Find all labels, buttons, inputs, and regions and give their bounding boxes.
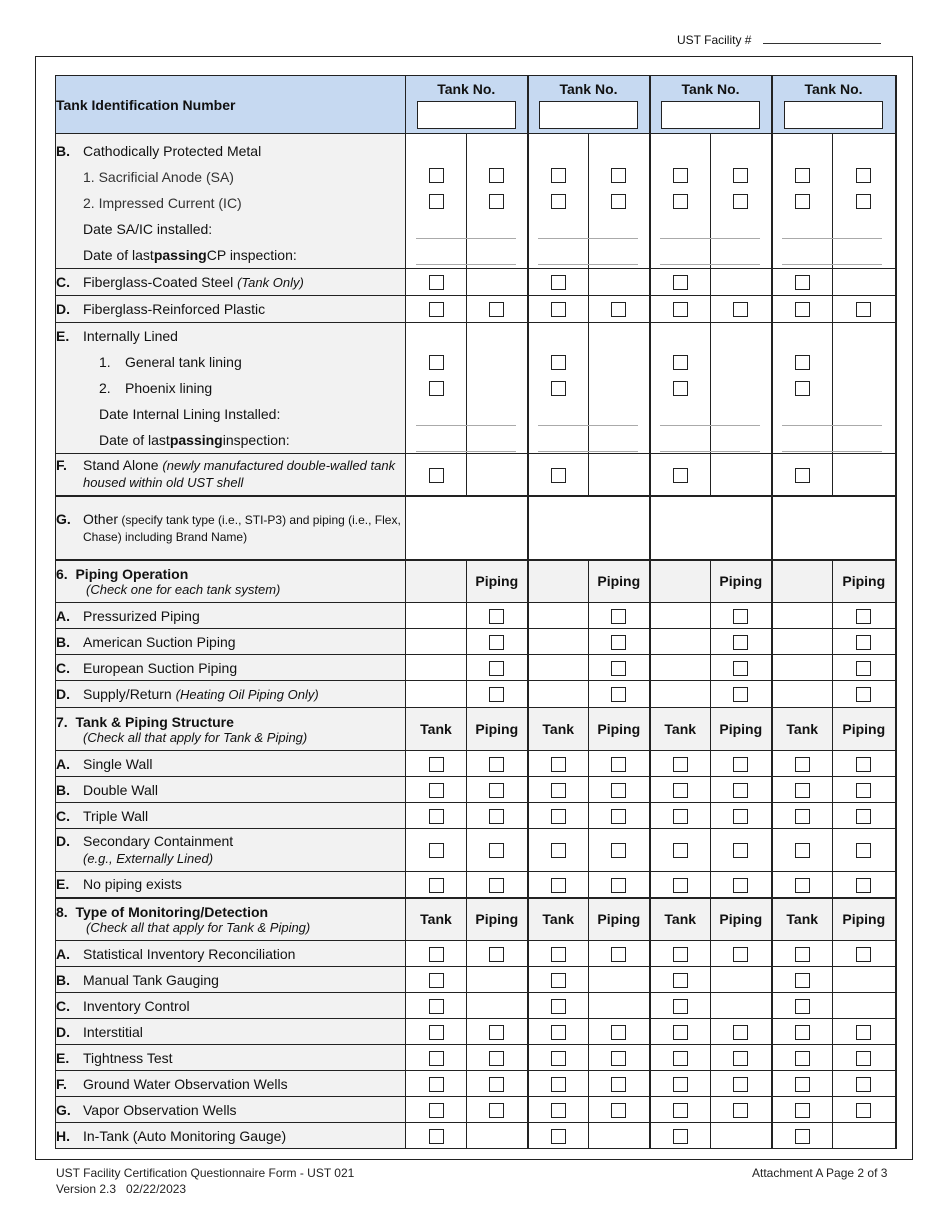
date-input-line[interactable] bbox=[782, 425, 882, 426]
ic-checkbox[interactable] bbox=[733, 194, 748, 209]
tank-column-header: Tank bbox=[406, 898, 467, 941]
piping-checkbox[interactable] bbox=[856, 878, 871, 893]
piping-checkbox[interactable] bbox=[489, 661, 504, 676]
tank-checkbox[interactable] bbox=[429, 302, 444, 317]
tank-checkbox[interactable] bbox=[673, 1025, 688, 1040]
date-input-line[interactable] bbox=[538, 451, 638, 452]
piping-checkbox[interactable] bbox=[856, 947, 871, 962]
piping-checkbox[interactable] bbox=[611, 757, 626, 772]
phoenix-lining-checkbox[interactable] bbox=[673, 381, 688, 396]
section-f-label: F. Stand Alone (newly manufactured double-walled tank housed within old UST shell bbox=[56, 454, 406, 496]
tank-checkbox[interactable] bbox=[551, 809, 566, 824]
piping-checkbox[interactable] bbox=[733, 947, 748, 962]
piping-column-header: Piping bbox=[589, 898, 650, 941]
piping-checkbox[interactable] bbox=[489, 687, 504, 702]
tank-checkbox[interactable] bbox=[551, 947, 566, 962]
piping-column-header: Piping bbox=[467, 708, 528, 751]
tank-checkbox[interactable] bbox=[429, 843, 444, 858]
section-e-title: Internally Lined bbox=[83, 328, 178, 344]
facility-number-field bbox=[677, 33, 881, 47]
piping-operation-header bbox=[56, 560, 896, 603]
piping-checkbox[interactable] bbox=[489, 843, 504, 858]
structure-label: 7. Tank & Piping Structure (Check all that apply for Tank & Piping) bbox=[56, 708, 406, 751]
sa-checkbox[interactable] bbox=[733, 168, 748, 183]
tank-checkbox[interactable] bbox=[429, 1129, 444, 1144]
tank-checkbox[interactable] bbox=[551, 843, 566, 858]
phoenix-lining-checkbox[interactable] bbox=[795, 381, 810, 396]
section-f-row bbox=[56, 454, 896, 496]
piping-checkbox[interactable] bbox=[611, 947, 626, 962]
tank-checkbox[interactable] bbox=[795, 468, 810, 483]
date-input-line[interactable] bbox=[782, 451, 882, 452]
section-g-label: G. Other (specify tank type (i.e., STI-P3) and piping (i.e., Flex, Chase) including Brand Name) bbox=[56, 496, 406, 560]
tank-checkbox[interactable] bbox=[795, 1051, 810, 1066]
tank-checkbox[interactable] bbox=[429, 809, 444, 824]
tank-no-label: Tank No. bbox=[681, 80, 740, 97]
tank-checkbox[interactable] bbox=[429, 783, 444, 798]
tank-checkbox[interactable] bbox=[795, 999, 810, 1014]
piping-checkbox[interactable] bbox=[611, 878, 626, 893]
groundwater-wells-row: F. Ground Water Observation Wells bbox=[56, 1071, 896, 1097]
manual-gauging-row: B. Manual Tank Gauging bbox=[56, 967, 896, 993]
piping-checkbox[interactable] bbox=[733, 809, 748, 824]
form-version: Version 2.3 02/22/2023 bbox=[56, 1182, 187, 1196]
other-input[interactable] bbox=[650, 496, 772, 560]
date-input-line[interactable] bbox=[538, 238, 638, 239]
cell bbox=[528, 134, 589, 269]
vapor-wells-row: G. Vapor Observation Wells bbox=[56, 1097, 896, 1123]
tank-no-header bbox=[650, 76, 772, 134]
ic-checkbox[interactable] bbox=[795, 194, 810, 209]
tank-form-table bbox=[55, 75, 897, 1149]
piping-checkbox[interactable] bbox=[611, 661, 626, 676]
page-number: Attachment A Page 2 of 3 bbox=[752, 1166, 888, 1180]
section-d-label: D. Fiberglass-Reinforced Plastic bbox=[56, 296, 406, 323]
piping-checkbox[interactable] bbox=[611, 302, 626, 317]
tank-checkbox[interactable] bbox=[795, 275, 810, 290]
date-input-line[interactable] bbox=[416, 451, 516, 452]
piping-column-header: Piping bbox=[589, 708, 650, 751]
tank-checkbox[interactable] bbox=[551, 1103, 566, 1118]
tank-checkbox[interactable] bbox=[673, 999, 688, 1014]
piping-operation-label: 6. Piping Operation (Check one for each tank system) bbox=[56, 560, 406, 603]
tank-checkbox[interactable] bbox=[795, 947, 810, 962]
piping-checkbox[interactable] bbox=[489, 878, 504, 893]
impressed-current-label: 2. Impressed Current (IC) bbox=[83, 195, 242, 211]
piping-checkbox[interactable] bbox=[489, 609, 504, 624]
piping-checkbox[interactable] bbox=[733, 302, 748, 317]
section-b-letter: B. bbox=[56, 143, 70, 159]
piping-column-header: Piping bbox=[589, 560, 650, 603]
piping-column-header: Piping bbox=[467, 898, 528, 941]
tank-checkbox[interactable] bbox=[673, 878, 688, 893]
tank-checkbox[interactable] bbox=[673, 783, 688, 798]
tank-checkbox[interactable] bbox=[795, 757, 810, 772]
sa-checkbox[interactable] bbox=[673, 168, 688, 183]
tank-checkbox[interactable] bbox=[551, 1129, 566, 1144]
piping-checkbox[interactable] bbox=[733, 1077, 748, 1092]
supply-return-row: D. Supply/Return (Heating Oil Piping Only) bbox=[56, 681, 896, 708]
piping-checkbox[interactable] bbox=[733, 1103, 748, 1118]
piping-checkbox[interactable] bbox=[611, 1103, 626, 1118]
tank-checkbox[interactable] bbox=[795, 1129, 810, 1144]
phoenix-lining-checkbox[interactable] bbox=[551, 381, 566, 396]
sa-checkbox[interactable] bbox=[489, 168, 504, 183]
tank-no-header bbox=[406, 76, 528, 134]
piping-checkbox[interactable] bbox=[733, 757, 748, 772]
inventory-control-row: C. Inventory Control bbox=[56, 993, 896, 1019]
sa-checkbox[interactable] bbox=[429, 168, 444, 183]
date-input-line[interactable] bbox=[416, 264, 516, 265]
tank-checkbox[interactable] bbox=[673, 1051, 688, 1066]
single-wall-row: A. Single Wall bbox=[56, 751, 896, 777]
general-lining-checkbox[interactable] bbox=[795, 355, 810, 370]
in-tank-gauge-row: H. In-Tank (Auto Monitoring Gauge) bbox=[56, 1123, 896, 1149]
tank-checkbox[interactable] bbox=[673, 809, 688, 824]
tank-column-header: Tank bbox=[528, 708, 589, 751]
tank-column-header: Tank bbox=[528, 898, 589, 941]
date-input-line[interactable] bbox=[660, 425, 760, 426]
piping-checkbox[interactable] bbox=[733, 783, 748, 798]
ic-checkbox[interactable] bbox=[856, 194, 871, 209]
tank-checkbox[interactable] bbox=[795, 783, 810, 798]
tank-no-label: Tank No. bbox=[437, 80, 496, 97]
sa-checkbox[interactable] bbox=[551, 168, 566, 183]
tank-column-header: Tank bbox=[650, 898, 711, 941]
section-d-row bbox=[56, 296, 896, 323]
tank-checkbox[interactable] bbox=[673, 843, 688, 858]
tank-checkbox[interactable] bbox=[673, 757, 688, 772]
tank-checkbox[interactable] bbox=[429, 757, 444, 772]
piping-checkbox[interactable] bbox=[856, 1051, 871, 1066]
piping-checkbox[interactable] bbox=[611, 1051, 626, 1066]
tank-no-input[interactable] bbox=[539, 101, 638, 129]
piping-checkbox[interactable] bbox=[856, 635, 871, 650]
date-input-line[interactable] bbox=[782, 264, 882, 265]
tank-checkbox[interactable] bbox=[551, 878, 566, 893]
piping-checkbox[interactable] bbox=[489, 783, 504, 798]
piping-checkbox[interactable] bbox=[856, 809, 871, 824]
other-input[interactable] bbox=[406, 496, 528, 560]
european-suction-row: C. European Suction Piping bbox=[56, 655, 896, 681]
tank-checkbox[interactable] bbox=[429, 1103, 444, 1118]
tank-checkbox[interactable] bbox=[795, 1103, 810, 1118]
tank-checkbox[interactable] bbox=[795, 973, 810, 988]
tank-checkbox[interactable] bbox=[673, 1077, 688, 1092]
piping-checkbox[interactable] bbox=[856, 1077, 871, 1092]
tank-checkbox[interactable] bbox=[551, 1077, 566, 1092]
piping-checkbox[interactable] bbox=[733, 661, 748, 676]
general-lining-checkbox[interactable] bbox=[551, 355, 566, 370]
section-e-row bbox=[56, 323, 896, 454]
tank-checkbox[interactable] bbox=[551, 468, 566, 483]
section-b-row bbox=[56, 134, 896, 269]
no-piping-row: E. No piping exists bbox=[56, 872, 896, 898]
piping-column-header: Piping bbox=[833, 708, 896, 751]
piping-checkbox[interactable] bbox=[611, 635, 626, 650]
tank-checkbox[interactable] bbox=[673, 1129, 688, 1144]
other-input[interactable] bbox=[528, 496, 650, 560]
tank-column-header: Tank bbox=[650, 708, 711, 751]
tank-checkbox[interactable] bbox=[551, 783, 566, 798]
piping-checkbox[interactable] bbox=[856, 609, 871, 624]
tank-checkbox[interactable] bbox=[795, 1025, 810, 1040]
piping-column-header: Piping bbox=[833, 898, 896, 941]
tank-checkbox[interactable] bbox=[795, 843, 810, 858]
piping-checkbox[interactable] bbox=[856, 687, 871, 702]
date-input-line[interactable] bbox=[660, 238, 760, 239]
general-lining-checkbox[interactable] bbox=[429, 355, 444, 370]
date-input-line[interactable] bbox=[416, 238, 516, 239]
piping-checkbox[interactable] bbox=[611, 609, 626, 624]
triple-wall-row: C. Triple Wall bbox=[56, 803, 896, 829]
piping-checkbox[interactable] bbox=[489, 809, 504, 824]
interstitial-row: D. Interstitial bbox=[56, 1019, 896, 1045]
tank-no-header bbox=[528, 76, 650, 134]
tank-checkbox[interactable] bbox=[673, 973, 688, 988]
piping-checkbox[interactable] bbox=[611, 809, 626, 824]
date-lining-inspection-label: Date of last passing inspection: bbox=[99, 432, 290, 448]
section-c-label: C. Fiberglass-Coated Steel (Tank Only) bbox=[56, 269, 406, 296]
piping-column-header: Piping bbox=[833, 560, 896, 603]
piping-checkbox[interactable] bbox=[733, 878, 748, 893]
tank-checkbox[interactable] bbox=[673, 947, 688, 962]
tank-checkbox[interactable] bbox=[673, 468, 688, 483]
cell bbox=[406, 134, 467, 269]
tank-column-header: Tank bbox=[772, 898, 833, 941]
date-cp-inspection-label: Date of last passing CP inspection: bbox=[83, 247, 297, 263]
tank-checkbox[interactable] bbox=[429, 275, 444, 290]
piping-checkbox[interactable] bbox=[733, 635, 748, 650]
double-wall-row: B. Double Wall bbox=[56, 777, 896, 803]
piping-checkbox[interactable] bbox=[856, 783, 871, 798]
piping-checkbox[interactable] bbox=[856, 1025, 871, 1040]
piping-checkbox[interactable] bbox=[489, 302, 504, 317]
date-lining-installed-label: Date Internal Lining Installed: bbox=[99, 406, 281, 422]
cell bbox=[833, 134, 896, 269]
tank-checkbox[interactable] bbox=[551, 757, 566, 772]
section-e-label: E. Internally Lined 1. General tank lining 2. Phoenix lining Date Internal Lining Installed: Date of last passing inspection: bbox=[56, 323, 406, 454]
facility-number-input[interactable] bbox=[763, 33, 881, 44]
tank-no-input[interactable] bbox=[417, 101, 516, 129]
piping-checkbox[interactable] bbox=[611, 843, 626, 858]
sa-checkbox[interactable] bbox=[856, 168, 871, 183]
tank-checkbox[interactable] bbox=[551, 275, 566, 290]
section-c-row bbox=[56, 269, 896, 296]
tank-checkbox[interactable] bbox=[429, 878, 444, 893]
piping-checkbox[interactable] bbox=[611, 783, 626, 798]
date-input-line[interactable] bbox=[416, 425, 516, 426]
piping-checkbox[interactable] bbox=[733, 687, 748, 702]
sacrificial-anode-label: 1. Sacrificial Anode (SA) bbox=[83, 169, 234, 185]
tank-checkbox[interactable] bbox=[673, 275, 688, 290]
tank-no-label: Tank No. bbox=[804, 80, 863, 97]
piping-checkbox[interactable] bbox=[856, 661, 871, 676]
piping-checkbox[interactable] bbox=[489, 1103, 504, 1118]
tank-checkbox[interactable] bbox=[551, 973, 566, 988]
tank-checkbox[interactable] bbox=[795, 1077, 810, 1092]
piping-checkbox[interactable] bbox=[733, 1025, 748, 1040]
tank-checkbox[interactable] bbox=[551, 999, 566, 1014]
tank-no-input[interactable] bbox=[784, 101, 883, 129]
tank-checkbox[interactable] bbox=[795, 878, 810, 893]
piping-checkbox[interactable] bbox=[733, 609, 748, 624]
piping-checkbox[interactable] bbox=[856, 1103, 871, 1118]
structure-header bbox=[56, 708, 896, 751]
facility-number-label: UST Facility # bbox=[677, 33, 752, 47]
section-b-title: Cathodically Protected Metal bbox=[83, 143, 262, 159]
general-lining-label: General tank lining bbox=[125, 354, 242, 370]
tank-checkbox[interactable] bbox=[551, 1051, 566, 1066]
piping-checkbox[interactable] bbox=[611, 1077, 626, 1092]
sir-row: A. Statistical Inventory Reconciliation bbox=[56, 941, 896, 967]
pressurized-piping-row: A. Pressurized Piping bbox=[56, 603, 896, 629]
piping-checkbox[interactable] bbox=[489, 757, 504, 772]
piping-checkbox[interactable] bbox=[856, 843, 871, 858]
date-input-line[interactable] bbox=[782, 238, 882, 239]
ic-checkbox[interactable] bbox=[673, 194, 688, 209]
tank-no-input[interactable] bbox=[661, 101, 760, 129]
date-sa-ic-installed-label: Date SA/IC installed: bbox=[83, 221, 213, 237]
section-b-label bbox=[56, 134, 406, 269]
piping-column-header: Piping bbox=[711, 898, 772, 941]
tank-checkbox[interactable] bbox=[429, 1025, 444, 1040]
tank-checkbox[interactable] bbox=[795, 809, 810, 824]
ic-checkbox[interactable] bbox=[551, 194, 566, 209]
piping-column-header: Piping bbox=[711, 560, 772, 603]
cell bbox=[772, 134, 833, 269]
tank-checkbox[interactable] bbox=[429, 999, 444, 1014]
ic-checkbox[interactable] bbox=[489, 194, 504, 209]
date-input-line[interactable] bbox=[660, 451, 760, 452]
tank-checkbox[interactable] bbox=[551, 302, 566, 317]
monitoring-label: 8. Type of Monitoring/Detection (Check all that apply for Tank & Piping) bbox=[56, 898, 406, 941]
tank-no-header bbox=[772, 76, 896, 134]
sa-checkbox[interactable] bbox=[611, 168, 626, 183]
other-input[interactable] bbox=[772, 496, 896, 560]
general-lining-checkbox[interactable] bbox=[673, 355, 688, 370]
tank-checkbox[interactable] bbox=[795, 302, 810, 317]
date-input-line[interactable] bbox=[538, 425, 638, 426]
date-input-line[interactable] bbox=[538, 264, 638, 265]
piping-column-header: Piping bbox=[711, 708, 772, 751]
tank-checkbox[interactable] bbox=[429, 947, 444, 962]
tank-checkbox[interactable] bbox=[551, 1025, 566, 1040]
cell bbox=[711, 134, 772, 269]
piping-checkbox[interactable] bbox=[489, 1025, 504, 1040]
piping-checkbox[interactable] bbox=[856, 302, 871, 317]
piping-column-header: Piping bbox=[467, 560, 528, 603]
tank-checkbox[interactable] bbox=[429, 1051, 444, 1066]
section-g-row bbox=[56, 496, 896, 560]
tank-no-label: Tank No. bbox=[559, 80, 618, 97]
sa-checkbox[interactable] bbox=[795, 168, 810, 183]
tank-column-header: Tank bbox=[772, 708, 833, 751]
piping-checkbox[interactable] bbox=[611, 1025, 626, 1040]
tank-checkbox[interactable] bbox=[429, 468, 444, 483]
american-suction-row: B. American Suction Piping bbox=[56, 629, 896, 655]
tank-checkbox[interactable] bbox=[673, 1103, 688, 1118]
piping-checkbox[interactable] bbox=[733, 1051, 748, 1066]
piping-checkbox[interactable] bbox=[611, 687, 626, 702]
cell bbox=[589, 134, 650, 269]
tank-id-label: Tank Identification Number bbox=[56, 76, 406, 134]
tank-checkbox[interactable] bbox=[429, 973, 444, 988]
tank-column-header: Tank bbox=[406, 708, 467, 751]
piping-checkbox[interactable] bbox=[856, 757, 871, 772]
piping-checkbox[interactable] bbox=[489, 947, 504, 962]
ic-checkbox[interactable] bbox=[611, 194, 626, 209]
date-input-line[interactable] bbox=[660, 264, 760, 265]
tank-checkbox[interactable] bbox=[673, 302, 688, 317]
ic-checkbox[interactable] bbox=[429, 194, 444, 209]
tightness-test-row: E. Tightness Test bbox=[56, 1045, 896, 1071]
piping-checkbox[interactable] bbox=[489, 635, 504, 650]
piping-checkbox[interactable] bbox=[733, 843, 748, 858]
piping-checkbox[interactable] bbox=[489, 1051, 504, 1066]
phoenix-lining-label: Phoenix lining bbox=[125, 380, 213, 396]
piping-checkbox[interactable] bbox=[489, 1077, 504, 1092]
phoenix-lining-checkbox[interactable] bbox=[429, 381, 444, 396]
header-row bbox=[56, 76, 896, 134]
form-name: UST Facility Certification Questionnaire Form - UST 021 bbox=[56, 1166, 355, 1180]
tank-checkbox[interactable] bbox=[429, 1077, 444, 1092]
cell bbox=[467, 134, 528, 269]
monitoring-header bbox=[56, 898, 896, 941]
secondary-containment-row: D. Secondary Containment (e.g., Externally Lined) bbox=[56, 829, 896, 872]
cell bbox=[650, 134, 711, 269]
